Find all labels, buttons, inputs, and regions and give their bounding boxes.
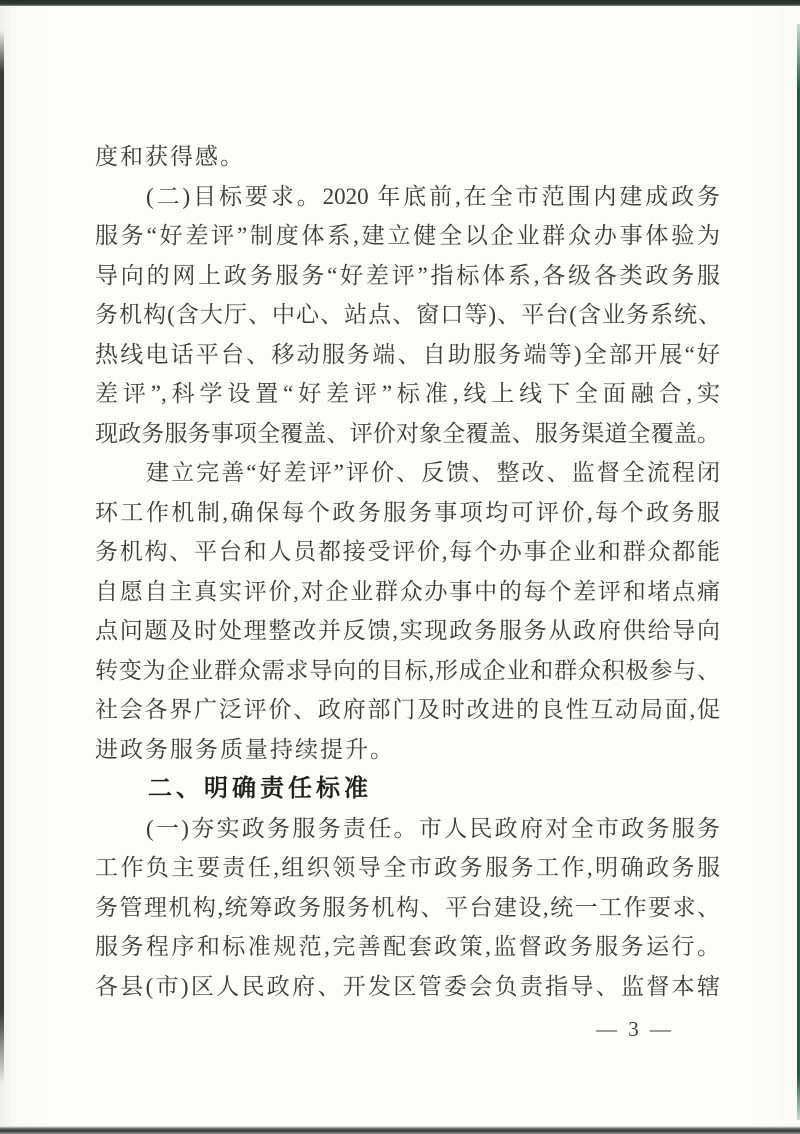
page-number: — 3 — [596,1017,674,1041]
body-text-line: 务机构(含大厅、中心、站点、窗口等)、平台(含业务系统、 [95,302,720,327]
body-text-line: 社会各界广泛评价、政府部门及时改进的良性互动局面,促 [95,697,720,722]
scan-edge-left [0,30,4,1085]
body-text-line: 点问题及时处理整改并反馈,实现政务服务从政府供给导向 [95,618,720,643]
body-text-line: 服务“好差评”制度体系,建立健全以企业群众办事体验为 [95,223,720,248]
document-text-block [95,137,720,1006]
body-text-line: (一)夯实政务服务责任。市人民政府对全市政务服务 [146,815,720,841]
body-text-line: 差评”,科学设置“好差评”标准,线上线下全面融合,实 [95,381,720,406]
body-text-line: 热线电话平台、移动服务端、自助服务端等)全部开展“好 [95,341,720,367]
body-text-line: 转变为企业群众需求导向的目标,形成企业和群众积极参与、 [95,657,720,683]
body-text-line: 务机构、平台和人员都接受评价,每个办事企业和群众都能 [95,539,720,564]
body-text-line: 工作负主要责任,组织领导全市政务服务工作,明确政务服 [95,855,720,880]
body-text-line: 务管理机构,统筹政务服务机构、平台建设,统一工作要求、 [95,894,720,920]
body-text-line: 进政务服务质量持续提升。 [95,736,395,762]
body-text-line: 导向的网上政务服务“好差评”指标体系,各级各类政务服 [95,262,720,288]
body-text-line: 建立完善“好差评”评价、反馈、整改、监督全流程闭 [146,460,720,485]
body-text-line: 环工作机制,确保每个政务服务事项均可评价,每个政务服 [95,499,720,525]
scan-edge-bottom [0,1126,800,1134]
section-heading: 二、明确责任标准 [148,775,372,802]
body-text-line: 自愿自主真实评价,对企业群众办事中的每个差评和堵点痛 [95,578,720,604]
body-text-line: 度和获得感。 [95,144,245,169]
body-text-line: 现政务服务事项全覆盖、评价对象全覆盖、服务渠道全覆盖。 [95,420,720,446]
scan-edge-top [0,0,800,6]
body-text-line: 服务程序和标准规范,完善配套政策,监督政务服务运行。 [95,934,720,959]
body-text-line: 各县(市)区人民政府、开发区管委会负责指导、监督本辖 [95,973,720,999]
body-text-line: (二)目标要求。2020 年底前,在全市范围内建成政务 [146,183,720,209]
